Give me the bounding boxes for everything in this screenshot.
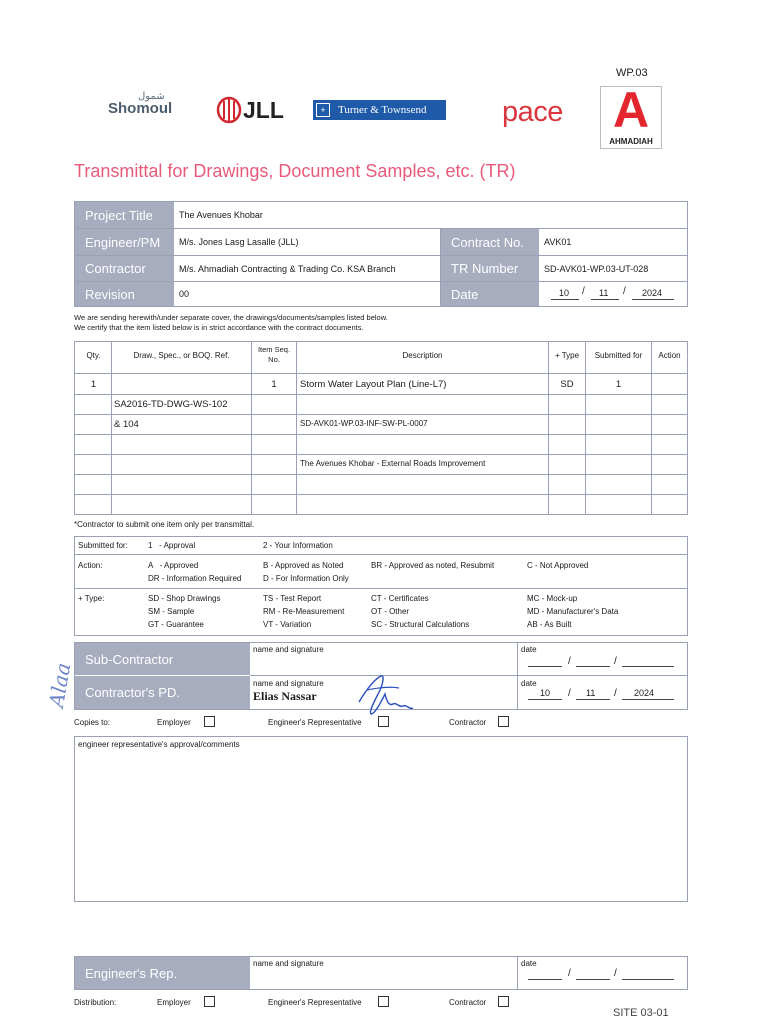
contractor-label: Contractor xyxy=(75,256,174,281)
distribution-employer-checkbox[interactable] xyxy=(204,996,215,1007)
contract-no-label: Contract No. xyxy=(441,229,539,255)
wp-code: WP.03 xyxy=(616,67,648,79)
shomoul-logo-arabic: شمول xyxy=(138,91,165,102)
legend-type-gt: GT - Guarantee xyxy=(148,620,204,629)
subcontractor-label: Sub-Contractor xyxy=(75,643,250,675)
items-footnote: *Contractor to submit one item only per transmittal. xyxy=(74,520,255,529)
margin-handwriting: Alaa xyxy=(44,660,76,710)
legend-type-ab: AB - As Built xyxy=(527,620,572,629)
distribution-employer-label: Employer xyxy=(157,998,191,1007)
subcontractor-name-sig-label: name and signature xyxy=(253,645,324,654)
project-title-label: Project Title xyxy=(75,202,174,228)
copies-employer-label: Employer xyxy=(157,718,191,727)
footer-code: SITE 03-01 xyxy=(613,1007,669,1019)
form-title: Transmittal for Drawings, Document Samples, etc. (TR) xyxy=(74,161,516,181)
date-value: 10 / 11 / 2024 xyxy=(539,282,687,306)
engineer-value: M/s. Jones Lasg Lasalle (JLL) xyxy=(179,237,299,247)
contractor-value: M/s. Ahmadiah Contracting & Trading Co. KSA Branch xyxy=(179,263,396,274)
copies-label: Copies to: xyxy=(74,718,111,727)
contractor-name: Elias Nassar xyxy=(253,689,317,703)
legend-type-sm: SM - Sample xyxy=(148,607,195,616)
date-day: 10 xyxy=(559,288,570,298)
legend-type-rm: RM - Re-Measurement xyxy=(263,607,345,616)
cell-ref: & 104 xyxy=(114,419,139,430)
legend-sf2: 2 - Your Information xyxy=(263,541,333,550)
date-month: 11 xyxy=(599,288,609,298)
distribution-engineer-rep-checkbox[interactable] xyxy=(378,996,389,1007)
contractor-name-sig-label: name and signature xyxy=(253,679,324,688)
shomoul-logo xyxy=(100,93,180,125)
copies-engineer-rep-checkbox[interactable] xyxy=(378,716,389,727)
shomoul-logo-text: Shomoul xyxy=(108,100,173,117)
contractor-date-month: 11 xyxy=(586,688,596,698)
legend-type-md: MD - Manufacturer's Data xyxy=(527,607,619,616)
ahmadiah-logo-text: AHMADIAH xyxy=(609,137,653,146)
col-header-submitted-for: Submitted for xyxy=(594,351,643,360)
date-label: Date xyxy=(441,282,539,306)
contractor-date-label: date xyxy=(521,679,537,688)
legend-action-b: B - Approved as Noted xyxy=(263,561,344,570)
legend-action-d: D - For Information Only xyxy=(263,574,349,583)
col-header-action: Action xyxy=(658,351,681,360)
engineer-rep-date-label: date xyxy=(521,959,537,968)
engineer-rep-label: Engineer's Rep. xyxy=(75,957,250,989)
distribution-engineer-rep-label: Engineer's Representative xyxy=(268,998,362,1007)
legend-type-ot: OT - Other xyxy=(371,607,410,616)
project-title-value: The Avenues Khobar xyxy=(179,210,263,220)
legend-type-vt: VT - Variation xyxy=(263,620,312,629)
legend-action-c: C - Not Approved xyxy=(527,561,589,570)
legend-action-br: BR - Approved as noted, Resubmit xyxy=(371,561,495,570)
col-header-seq: Item Seq. No. xyxy=(257,345,291,364)
contractor-signature-icon xyxy=(355,672,415,718)
col-header-ref: Draw., Spec., or BOQ. Ref. xyxy=(133,351,230,360)
pace-logo: pace xyxy=(502,96,563,128)
comments-box[interactable] xyxy=(74,736,688,902)
col-header-description: Description xyxy=(402,351,443,360)
distribution-contractor-checkbox[interactable] xyxy=(498,996,509,1007)
copies-engineer-rep-label: Engineer's Representative xyxy=(268,718,362,727)
contractor-date-year: 2024 xyxy=(634,688,655,698)
copies-contractor-label: Contractor xyxy=(449,718,487,727)
col-header-type: + Type xyxy=(554,351,580,360)
revision-label: Revision xyxy=(75,282,174,306)
jll-logo-text: JLL xyxy=(243,97,284,123)
note-line-2: We certify that the item listed below is in strict accordance with the contract documents. xyxy=(74,323,364,332)
jll-logo xyxy=(216,96,288,126)
copies-contractor-checkbox[interactable] xyxy=(498,716,509,727)
note-line-1: We are sending herewith/under separate cover, the drawings/documents/samples listed below. xyxy=(74,313,388,322)
cell-type: SD xyxy=(560,379,574,390)
subcontractor-date-label: date xyxy=(521,645,537,654)
contractor-date-value: 10 / 11 / 2024 xyxy=(528,688,678,702)
distribution-contractor-label: Contractor xyxy=(449,998,487,1007)
cell-qty: 1 xyxy=(90,379,97,390)
turner-townsend-logo xyxy=(313,100,446,120)
comments-label: engineer representative's approval/comments xyxy=(78,740,240,749)
date-year: 2024 xyxy=(642,288,663,298)
contractor-pd-label: Contractor's PD. xyxy=(75,676,250,709)
legend-type-ct: CT - Certificates xyxy=(371,594,429,603)
engineer-rep-date-lines: / / xyxy=(528,968,678,982)
legend-action-a: A - Approved xyxy=(148,561,199,570)
cell-submitted-for: 1 xyxy=(615,379,622,390)
cell-description: Storm Water Layout Plan (Line-L7) xyxy=(300,379,447,390)
ahmadiah-logo xyxy=(600,82,662,149)
distribution-label: Distribution: xyxy=(74,998,117,1007)
tr-number-label: TR Number xyxy=(441,256,539,281)
cell-description: The Avenues Khobar - External Roads Improvement xyxy=(300,459,486,468)
engineer-rep-name-sig-label: name and signature xyxy=(253,959,324,968)
engineer-label: Engineer/PM xyxy=(75,229,174,255)
revision-value: 00 xyxy=(179,289,190,299)
col-header-qty: Qty. xyxy=(86,351,101,360)
copies-employer-checkbox[interactable] xyxy=(204,716,215,727)
turner-mark-icon: + xyxy=(316,103,330,117)
legend-type-mc: MC - Mock-up xyxy=(527,594,578,603)
turner-logo-text: Turner & Townsend xyxy=(338,104,427,116)
contract-no-value: AVK01 xyxy=(544,237,572,247)
tr-number-value: SD-AVK01-WP.03-UT-028 xyxy=(544,263,649,274)
cell-seq: 1 xyxy=(271,379,277,390)
legend-submitted-for-label: Submitted for: xyxy=(78,541,128,550)
ahmadiah-letter: A xyxy=(612,82,650,138)
legend-type-sc: SC - Structural Calculations xyxy=(371,620,470,629)
legend-action-dr: DR - Information Required xyxy=(148,574,242,583)
legend-sf1: 1 - Approval xyxy=(148,541,196,550)
contractor-date-day: 10 xyxy=(540,688,551,698)
legend-action-label: Action: xyxy=(78,561,103,570)
cell-ref: SA2016-TD-DWG-WS-102 xyxy=(114,399,228,410)
jll-mark-icon xyxy=(216,96,242,124)
cell-description: SD-AVK01-WP.03-INF-SW-PL-0007 xyxy=(300,419,428,428)
legend-type-ts: TS - Test Report xyxy=(263,594,322,603)
legend-type-sd: SD - Shop Drawings xyxy=(148,594,221,603)
legend-type-label: + Type: xyxy=(78,594,105,603)
subcontractor-date-lines: / / xyxy=(528,656,678,670)
